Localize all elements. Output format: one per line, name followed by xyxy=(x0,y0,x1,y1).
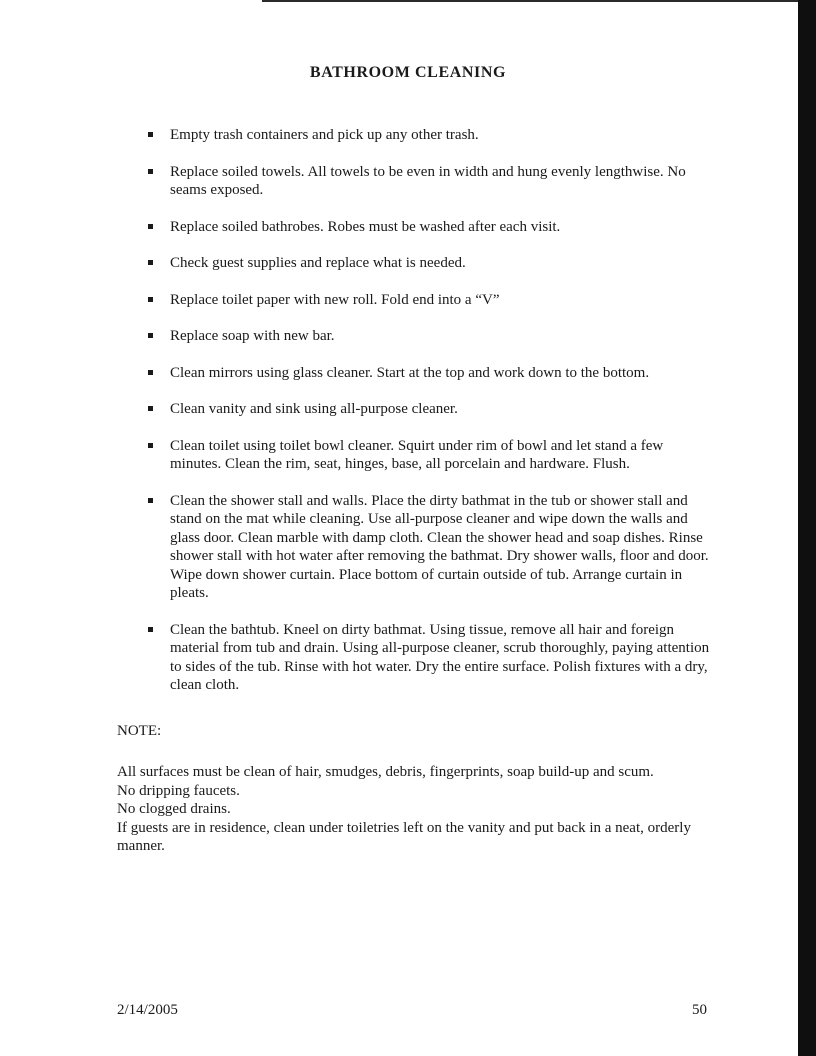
list-item-text: Clean mirrors using glass cleaner. Start at the top and work down to the bottom. xyxy=(170,364,650,381)
bullet-icon xyxy=(148,406,153,411)
list-item xyxy=(148,437,713,474)
list-item xyxy=(148,492,713,603)
scan-top-edge xyxy=(262,0,798,2)
note-body xyxy=(117,763,717,856)
list-item-text: Replace toilet paper with new roll. Fold end into a “V” xyxy=(170,291,500,308)
bullet-icon xyxy=(148,169,153,174)
bullet-icon xyxy=(148,297,153,302)
list-item xyxy=(148,126,713,145)
bullet-icon xyxy=(148,132,153,137)
note-label: NOTE: xyxy=(117,723,162,739)
list-item-text: Clean the bathtub. Kneel on dirty bathmat. Using tissue, remove all hair and foreign material from tub and drain. Using all-purpose cleaner, scrub thoroughly, paying attention to sides of the tub. Rinse with hot water. Dry the entire surface. Polish fixtures with a dry, clean cloth. xyxy=(170,621,710,693)
bullet-icon xyxy=(148,627,153,632)
list-item xyxy=(148,291,713,310)
list-item-text: Replace soiled bathrobes. Robes must be washed after each visit. xyxy=(170,218,561,235)
list-item xyxy=(148,621,713,695)
list-item-text: Check guest supplies and replace what is needed. xyxy=(170,255,466,271)
list-item xyxy=(148,218,713,237)
footer-date: 2/14/2005 xyxy=(117,1002,178,1018)
note-line: No dripping faucets. xyxy=(117,782,240,799)
list-item xyxy=(148,364,713,383)
note-line: No clogged drains. xyxy=(117,801,231,817)
bullet-icon xyxy=(148,333,153,338)
list-item-text: Replace soap with new bar. xyxy=(170,328,335,344)
page-title: BATHROOM CLEANING xyxy=(309,64,507,81)
list-item-text: Clean vanity and sink using all-purpose cleaner. xyxy=(170,401,458,417)
list-item xyxy=(148,254,713,273)
note-line: All surfaces must be clean of hair, smudges, debris, fingerprints, soap build-up and scum. xyxy=(117,764,654,780)
list-item-text: Clean the shower stall and walls. Place the dirty bathmat in the tub or shower stall and stand on the mat while cleaning. Use all-purpose cleaner and wipe down the walls and glass door. Clean marble with damp cloth. Clean the shower head and soap dishes. Rinse shower stall with hot water after removing the bathmat. Dry shower walls, floor and door. Wipe down shower curtain. Place bottom of curtain outside of tub. Arrange curtain in pleats. xyxy=(170,492,709,601)
page-number: 50 xyxy=(692,1002,707,1018)
bullet-icon xyxy=(148,370,153,375)
note-line: If guests are in residence, clean under toiletries left on the vanity and put back in a neat, orderly manner. xyxy=(117,819,691,854)
list-item-text: Empty trash containers and pick up any other trash. xyxy=(170,127,479,143)
list-item-text: Clean toilet using toilet bowl cleaner. Squirt under rim of bowl and let stand a few minutes. Clean the rim, seat, hinges, base, all porcelain and hardware. Flush. xyxy=(170,437,664,472)
cleaning-checklist xyxy=(148,126,713,713)
bullet-icon xyxy=(148,498,153,503)
list-item xyxy=(148,327,713,346)
list-item xyxy=(148,400,713,419)
bullet-icon xyxy=(148,260,153,265)
scan-right-edge xyxy=(798,0,816,1056)
list-item xyxy=(148,163,713,200)
list-item-text: Replace soiled towels. All towels to be even in width and hung evenly lengthwise. No seams exposed. xyxy=(170,163,686,198)
bullet-icon xyxy=(148,224,153,229)
bullet-icon xyxy=(148,443,153,448)
